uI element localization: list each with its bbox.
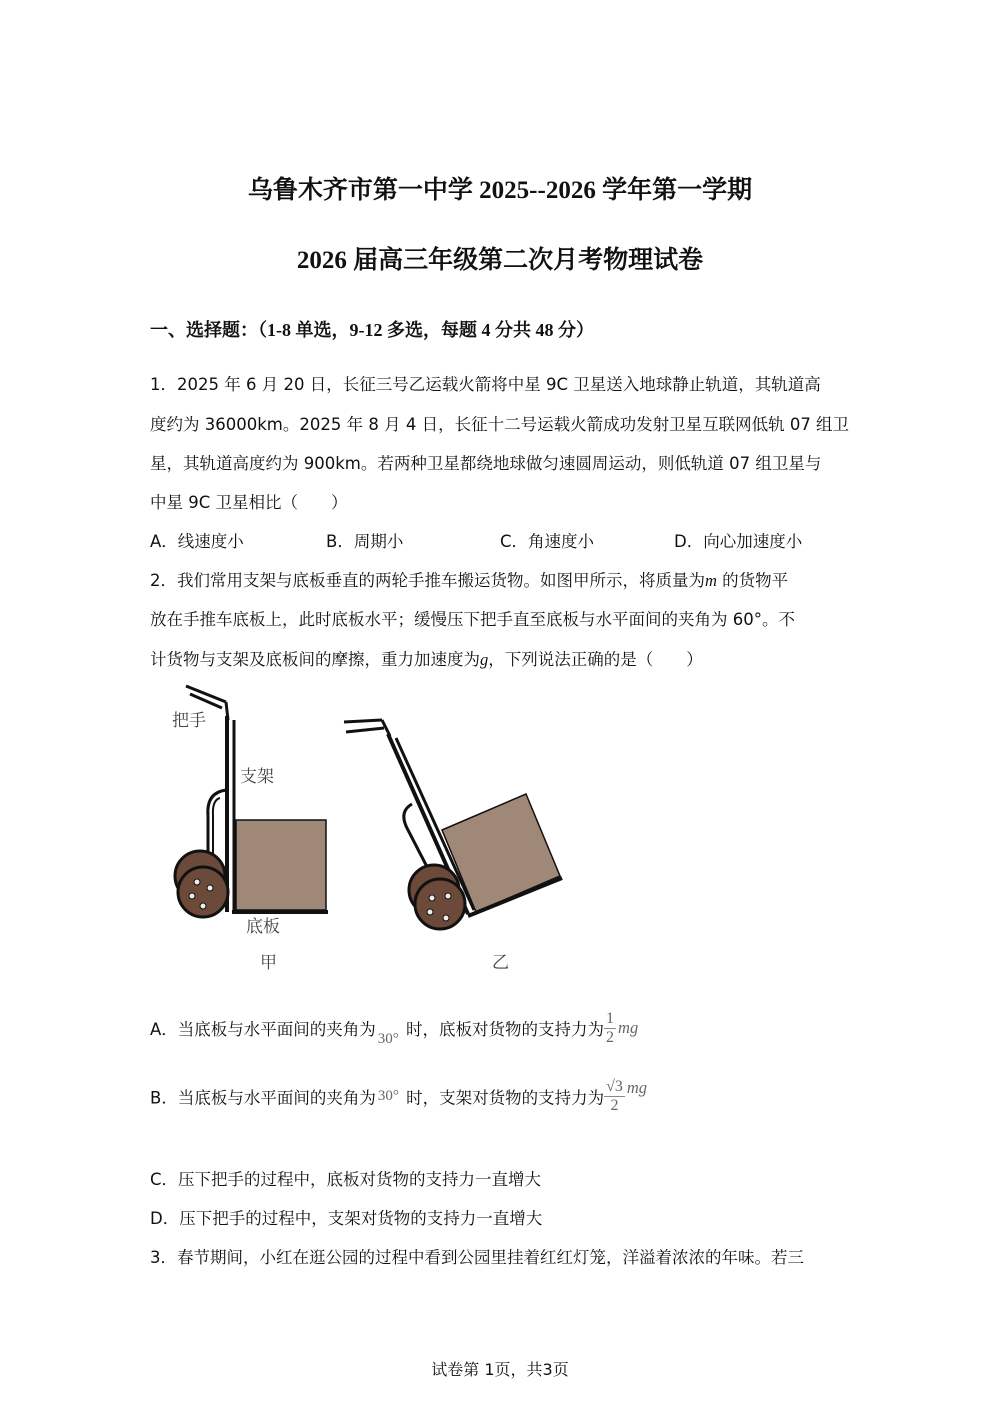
option-b-mg: mg <box>626 1078 648 1097</box>
page-footer: 试卷第 1页，共3页 <box>431 1360 569 1379</box>
label-base: 底板 <box>246 917 280 937</box>
question-2-line-3 <box>150 646 703 670</box>
option-b-fraction <box>604 1078 625 1114</box>
question-3-line-1: 3．春节期间，小红在逛公园的过程中看到公园里挂着红红灯笼，洋溢着浓浓的年味。若三 <box>150 1248 804 1267</box>
question-2-line-3-end: ，下列说法正确的是（ ） <box>488 650 703 669</box>
option-a-mid: 时，底板对货物的支持力为 <box>400 1020 605 1040</box>
question-2-line-1 <box>150 567 788 591</box>
question-2-line-1-end: 的货物平 <box>716 571 789 590</box>
question-1-line-1: 1．2025 年 6 月 20 日，长征三号乙运载火箭将中星 9C 卫星送入地球静止轨道，其轨道高 <box>150 375 821 394</box>
question-1-option-b[interactable]: B．周期小 <box>326 532 404 551</box>
question-1-option-c[interactable]: C．角速度小 <box>500 532 595 551</box>
question-2-option-c[interactable]: C．压下把手的过程中，底板对货物的支持力一直增大 <box>150 1170 542 1189</box>
option-b-text: B．当底板与水平面间的夹角为 <box>150 1088 376 1108</box>
option-a-numerator: 1 <box>606 1010 615 1027</box>
question-1-option-d[interactable]: D．向心加速度小 <box>674 532 803 551</box>
label-handle: 把手 <box>172 711 206 731</box>
question-1-line-2: 度约为 36000km。2025 年 8 月 4 日，长征十二号运载火箭成功发射卫星互联网低轨 07 组卫 <box>150 415 850 434</box>
option-b-angle: 30° <box>377 1088 399 1104</box>
caption-right: 乙 <box>492 953 509 973</box>
caption-left: 甲 <box>260 953 277 973</box>
option-a-mg: mg <box>618 1018 639 1038</box>
exam-title-line1: 乌鲁木齐市第一中学 2025--2026 学年第一学期 <box>247 177 753 204</box>
question-2-line-2: 放在手推车底板上，此时底板水平；缓慢压下把手直至底板与水平面间的夹角为 60°。不 <box>150 610 795 629</box>
question-2-line-3-text: 计货物与支架及底板间的摩擦，重力加速度为 <box>150 650 480 669</box>
option-a-fraction <box>604 1010 616 1046</box>
question-2-option-d[interactable]: D．压下把手的过程中，支架对货物的支持力一直增大 <box>150 1209 543 1228</box>
option-a-text: A．当底板与水平面间的夹角为 <box>150 1020 376 1040</box>
exam-title-line2: 2026 届高三年级第二次月考物理试卷 <box>296 247 704 274</box>
hand-truck-diagram <box>150 680 620 980</box>
option-b-numerator: √3 <box>606 1078 623 1096</box>
question-1-option-a[interactable]: A．线速度小 <box>150 532 244 551</box>
question-1-line-4: 中星 9C 卫星相比（ ） <box>150 493 348 512</box>
option-b-mid: 时，支架对货物的支持力为 <box>400 1088 605 1108</box>
question-2-option-a[interactable] <box>150 1010 638 1048</box>
gravity-variable: g <box>480 650 489 669</box>
mass-variable: m <box>705 571 717 590</box>
option-a-angle: 30° <box>377 1030 399 1047</box>
option-b-denominator: 2 <box>610 1097 619 1114</box>
section-heading: 一、选择题：（1-8 单选，9-12 多选，每题 4 分共 48 分） <box>150 320 594 340</box>
label-frame: 支架 <box>240 767 274 787</box>
truck-right <box>344 720 562 929</box>
hand-truck-figure <box>150 680 620 984</box>
question-2-option-b[interactable] <box>150 1078 647 1115</box>
question-2-line-1-text: 2．我们常用支架与底板垂直的两轮手推车搬运货物。如图甲所示，将质量为 <box>150 571 705 590</box>
question-1-line-3: 星，其轨道高度约为 900km。若两种卫星都绕地球做匀速圆周运动，则低轨道 07 组卫星与 <box>150 454 822 473</box>
option-a-denominator: 2 <box>606 1028 615 1046</box>
